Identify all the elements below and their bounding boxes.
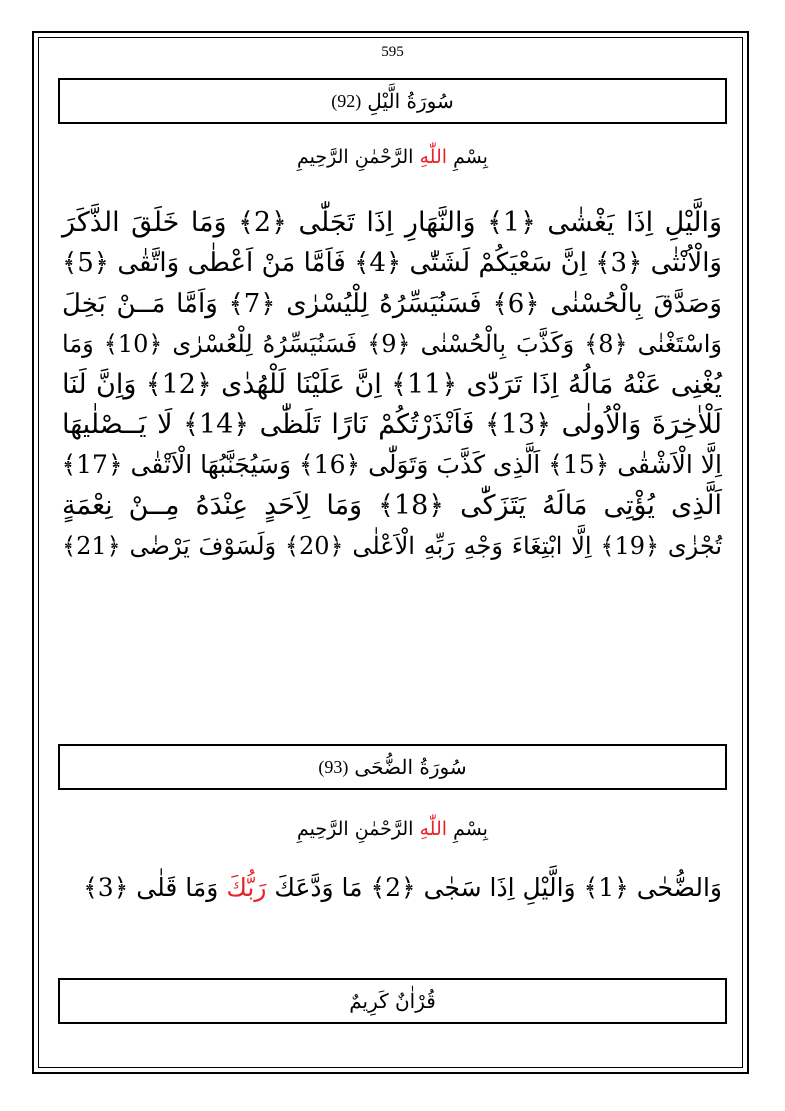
footer-text: قُرْاٰنٌ كَرِيمٌ (349, 989, 436, 1013)
bismillah-text: بِسْمِ (447, 146, 488, 168)
verse-line: وَالْاُنْثٰى ﴿3﴾ اِنَّ سَعْيَكُمْ لَشَتّٰى ﴿4﴾ فَاَمَّا مَنْ اَعْطٰى وَاتَّقٰى ﴿5﴾ (62, 248, 722, 279)
surah-92-title-box (58, 78, 727, 124)
surah-93-title: سُورَةُ الضُّحَى (354, 755, 467, 779)
verse-line: يُغْنِى عَنْهُ مَالُهُ اِذَا تَرَدّٰى ﴿11﴾ اِنَّ عَلَيْنَا لَلْهُدٰى ﴿12﴾ وَاِنَّ لَنَا (62, 368, 722, 400)
verse-line: لَلْاٰخِرَةَ وَالْاُولٰى ﴿13﴾ فَاَنْذَرْتُكُمْ نَارًا تَلَظّٰى ﴿14﴾ لَا يَــصْلٰيهَا (62, 408, 722, 440)
surah-92-number: (92) (331, 90, 362, 111)
verse-line: وَاسْتَغْنٰى ﴿8﴾ وَكَذَّبَ بِالْحُسْنٰى ﴿9﴾ فَسَنُيَسِّرُهُ لِلْعُسْرٰى ﴿10﴾ وَمَا (62, 330, 722, 359)
surah-92-title: سُورَةُ الَّيْلِ (367, 89, 454, 113)
surah-93-title-box (58, 744, 727, 790)
surah-93-verses (62, 868, 722, 908)
footer-box (58, 978, 727, 1024)
surah-92-verses (62, 203, 722, 567)
verse-line: وَالَّيْلِ اِذَا يَغْشٰى ﴿1﴾ وَالنَّهَارِ اِذَا تَجَلّٰى ﴿2﴾ وَمَا خَلَقَ الذَّكَرَ (62, 207, 722, 238)
verse-text: وَالضُّحٰى ﴿1﴾ وَالَّيْلِ اِذَا سَجٰى ﴿2﴾ مَا وَدَّعَكَ (266, 873, 722, 902)
bismillah-allah: اللّٰهِ (419, 818, 448, 840)
verse-line: اِلَّا الْاَشْقٰى ﴿15﴾ اَلَّذِى كَذَّبَ وَتَوَلّٰى ﴿16﴾ وَسَيُجَنَّبُهَا الْاَتْقٰى ﴿17﴾ (61, 450, 722, 480)
surah-92-bismillah (58, 146, 727, 168)
verse-text: وَمَا قَلٰى ﴿3﴾ (83, 873, 227, 902)
bismillah-text: الرَّحْمٰنِ الرَّحِيمِ (297, 146, 420, 168)
verse-line: تُجْزٰى ﴿19﴾ اِلَّا ابْتِغَاءَ وَجْهِ رَبِّهِ الْاَعْلٰى ﴿20﴾ وَلَسَوْفَ يَرْضٰى ﴿21﴾ (62, 532, 723, 561)
page-number: 595 (381, 44, 404, 60)
surah-93-number: (93) (318, 756, 349, 777)
verse-line: وَصَدَّقَ بِالْحُسْنٰى ﴿6﴾ فَسَنُيَسِّرُهُ لِلْيُسْرٰى ﴿7﴾ وَاَمَّا مَــنْ بَخِلَ (62, 288, 722, 319)
verse-line: اَلَّذِى يُؤْتِى مَالَهُ يَتَزَكّٰى ﴿18﴾ وَمَا لِاَحَدٍ عِنْدَهُ مِــنْ نِعْمَةٍ (62, 489, 722, 521)
bismillah-allah: اللّٰهِ (419, 146, 448, 168)
bismillah-text: بِسْمِ (447, 818, 488, 840)
verse-line (62, 868, 722, 908)
bismillah-text: الرَّحْمٰنِ الرَّحِيمِ (297, 818, 420, 840)
surah-93-bismillah (58, 818, 727, 840)
verse-highlight: رَبُّكَ (226, 873, 267, 902)
